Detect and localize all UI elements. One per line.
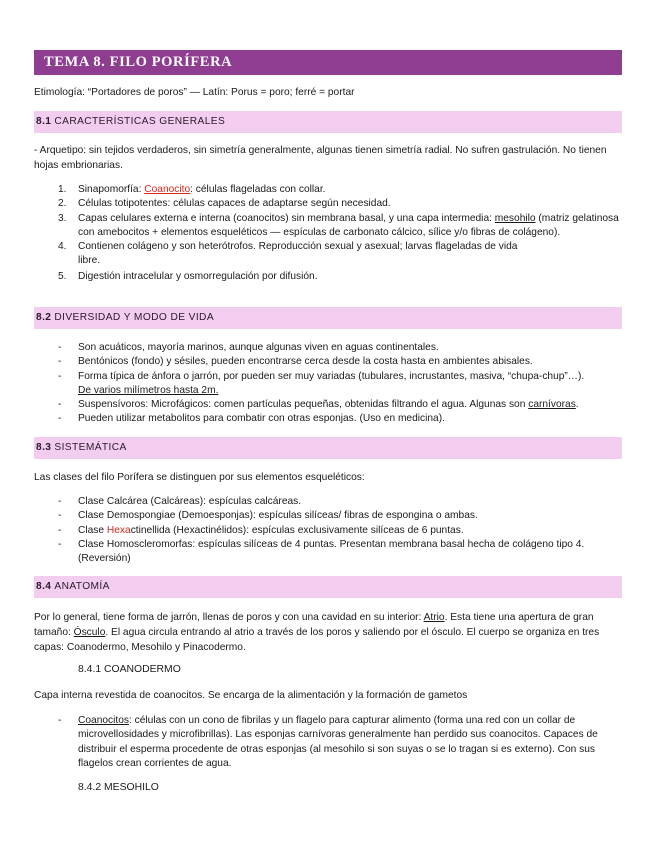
section-title: CARACTERÍSTICAS GENERALES	[54, 116, 226, 127]
bullet-list-coanocitos	[34, 714, 622, 771]
item-text: Clase	[78, 524, 107, 536]
paragraph-anatomia	[34, 610, 622, 655]
highlight-hexa: Hexa	[106, 524, 131, 536]
item-text: libre.	[78, 255, 101, 267]
list-item	[34, 270, 622, 284]
list-item	[34, 197, 622, 211]
bullet-list-clases	[34, 495, 622, 566]
item-text: Contienen colágeno y son heterótrofos. Reproducción sexual y asexual; larvas flageladas de vida	[78, 241, 518, 253]
list-item: - Clase Calcárea (Calcáreas): espículas calcáreas.	[58, 496, 302, 507]
paragraph-text: Por lo general, tiene forma de jarrón, llenas de poros y con una cavidad en su interior:	[34, 612, 424, 623]
item-text: (matriz gelatinosa con amebocitos + elementos esqueléticos — espículas de carbonato cálcico, sílice y/o fibras de colágeno).	[78, 212, 619, 238]
page-title: TEMA 8. FILO PORÍFERA	[34, 50, 622, 75]
term-coanocitos: Coanocitos	[78, 715, 129, 726]
list-item: - Bentónicos (fondo) y sésiles, pueden encontrarse cerca desde la costa hasta en ambientes abisales.	[58, 356, 533, 368]
term-atrio: Atrio	[423, 612, 445, 623]
list-item: - Clase Demospongiae (Demoesponjas): espículas silíceas/ fibras de espongina o ambas.	[58, 510, 478, 522]
paragraph-sistematica: Las clases del filo Porífera se distinguen por sus elementos esqueléticos:	[34, 472, 365, 483]
underlined-text: De varios milímetros hasta 2m.	[78, 384, 219, 396]
list-item: - Suspensívoros: Microfágicos: comen partículas pequeñas, obtenidas filtrando el agua. Algunas son carnívoras.	[58, 399, 579, 411]
item-text: : células con un cono de fibrilas y un flagelo para capturar alimento (forma una red con un collar de microvellosidades y microfibrillas). Las esponjas carnívoras generalmente han perdido sus coanocitos. Capaces de distribuir el esperma procedente de otras esponjas (al mesohilo si son suyas o se lo tragan si es externo). Con sus flagelos crean corrientes de agua.	[78, 715, 598, 769]
paragraph-arquetipo: - Arquetipo: sin tejidos verdaderos, sin simetría generalmente, algunas tienen simetría radial. No sufren gastrulación. No tienen hojas embrionarias.	[34, 145, 607, 171]
section-title: SISTEMÁTICA	[54, 442, 127, 453]
list-item	[34, 240, 622, 269]
list-item: - Son acuáticos, mayoría marinos, aunque algunas viven en aguas continentales.	[58, 342, 439, 353]
item-text: Bentónicos (fondo) y sésiles, pueden encontrarse cerca desde la costa hasta en ambientes abisales.	[78, 356, 533, 368]
subheading-mesohilo: 8.4.2 MESOHILO	[78, 782, 159, 793]
subheading-coanodermo: 8.4.1 COANODERMO	[78, 664, 181, 675]
section-title: DIVERSIDAD Y MODO DE VIDA	[54, 312, 215, 323]
section-number: 8.2	[36, 312, 52, 323]
item-text: Clase Calcárea (Calcáreas): espículas calcáreas.	[78, 496, 302, 507]
item-text: Clase Homoscleromorfas: espículas silíceas de 4 puntas. Presentan membrana basal hecha de colágeno tipo 4. (Reversión)	[78, 538, 585, 565]
list-number: 4.	[58, 241, 67, 253]
section-heading-8-2	[34, 307, 622, 329]
item-text: : células flageladas con collar.	[190, 184, 326, 195]
list-number: 3.	[58, 212, 67, 224]
section-number: 8.4	[36, 581, 52, 592]
paragraph-text: . Esta tiene una apertura de gran tamaño:	[34, 612, 594, 638]
section-title: ANATOMÍA	[54, 581, 110, 592]
numbered-list-caracteristicas	[34, 183, 622, 284]
term-mesohilo: mesohilo	[494, 212, 536, 224]
item-text: .	[575, 399, 579, 411]
item-text: Clase Demospongiae (Demoesponjas): espículas silíceas/ fibras de espongina o ambas.	[78, 510, 478, 522]
list-item	[34, 183, 622, 197]
list-item	[34, 212, 622, 241]
paragraph-text: . El agua circula entrando al atrio a través de los poros y saliendo por el ósculo. El cuerpo se organiza en tres capas: Coanodermo, Mesohilo y Pinacodermo.	[34, 627, 600, 653]
list-item: - Clase Homoscleromorfas: espículas silíceas de 4 puntas. Presentan membrana basal hecha de colágeno tipo 4. (Reversión)	[58, 538, 585, 565]
item-text: Digestión intracelular y osmorregulación por difusión.	[78, 270, 318, 282]
item-text: Pueden utilizar metabolitos para combatir con otras esponjas. (Uso en medicina).	[78, 413, 445, 425]
list-item: - Forma típica de ánfora o jarrón, por pueden ser muy variadas (tubulares, incrustantes, masiva, “chupa-chup”…). De varios milímetros hasta 2m.	[58, 370, 585, 396]
section-heading-8-1	[34, 111, 622, 133]
section-number: 8.3	[36, 442, 52, 453]
section-number: 8.1	[36, 116, 52, 127]
term-carnivoras: carnívoras	[528, 399, 576, 411]
list-number: 2.	[58, 198, 67, 210]
item-text: Sinapomorfía:	[78, 184, 145, 195]
list-number: 1.	[58, 184, 67, 195]
item-text: Forma típica de ánfora o jarrón, por pueden ser muy variadas (tubulares, incrustantes, masiva, “chupa-chup”…).	[78, 370, 585, 382]
bullet-list-diversidad	[34, 341, 622, 427]
list-item: - Pueden utilizar metabolitos para combatir con otras esponjas. (Uso en medicina).	[58, 413, 445, 425]
section-heading-8-4	[34, 576, 622, 598]
etymology-text: Etimología: “Portadores de poros” — Latín: Porus = poro; ferré = portar	[34, 87, 355, 98]
item-text: Suspensívoros: Microfágicos: comen partículas pequeñas, obtenidas filtrando el agua. Algunas son	[78, 399, 529, 411]
paragraph-coanodermo: Capa interna revestida de coanocitos. Se encarga de la alimentación y la formación de gametos	[34, 690, 468, 701]
item-text: ctinellida (Hexactinélidos): espículas exclusivamente silíceas de 6 puntas.	[130, 524, 464, 536]
list-item: - Clase Hexactinellida (Hexactinélidos): espículas exclusivamente silíceas de 6 puntas.	[58, 524, 464, 536]
list-item: - Coanocitos: células con un cono de fibrilas y un flagelo para capturar alimento (forma una red con un collar de microvellosidades y microfibrillas). Las esponjas carnívoras generalmente han perdido sus coanocitos. Capaces de distribuir el esperma procedente de otras esponjas (al mesohilo si son suyas o se lo tragan si es externo). Con sus flagelos crean corrientes de agua.	[58, 715, 598, 769]
term-osculo: Ósculo	[73, 627, 106, 638]
item-text: Células totipotentes: células capaces de adaptarse según necesidad.	[78, 198, 391, 210]
term-coanocito: Coanocito	[144, 184, 191, 195]
section-heading-8-3	[34, 437, 622, 459]
item-text: Capas celulares externa e interna (coanocitos) sin membrana basal, y una capa intermedia:	[78, 212, 495, 224]
item-text: Son acuáticos, mayoría marinos, aunque algunas viven en aguas continentales.	[78, 342, 439, 353]
list-number: 5.	[58, 270, 67, 282]
